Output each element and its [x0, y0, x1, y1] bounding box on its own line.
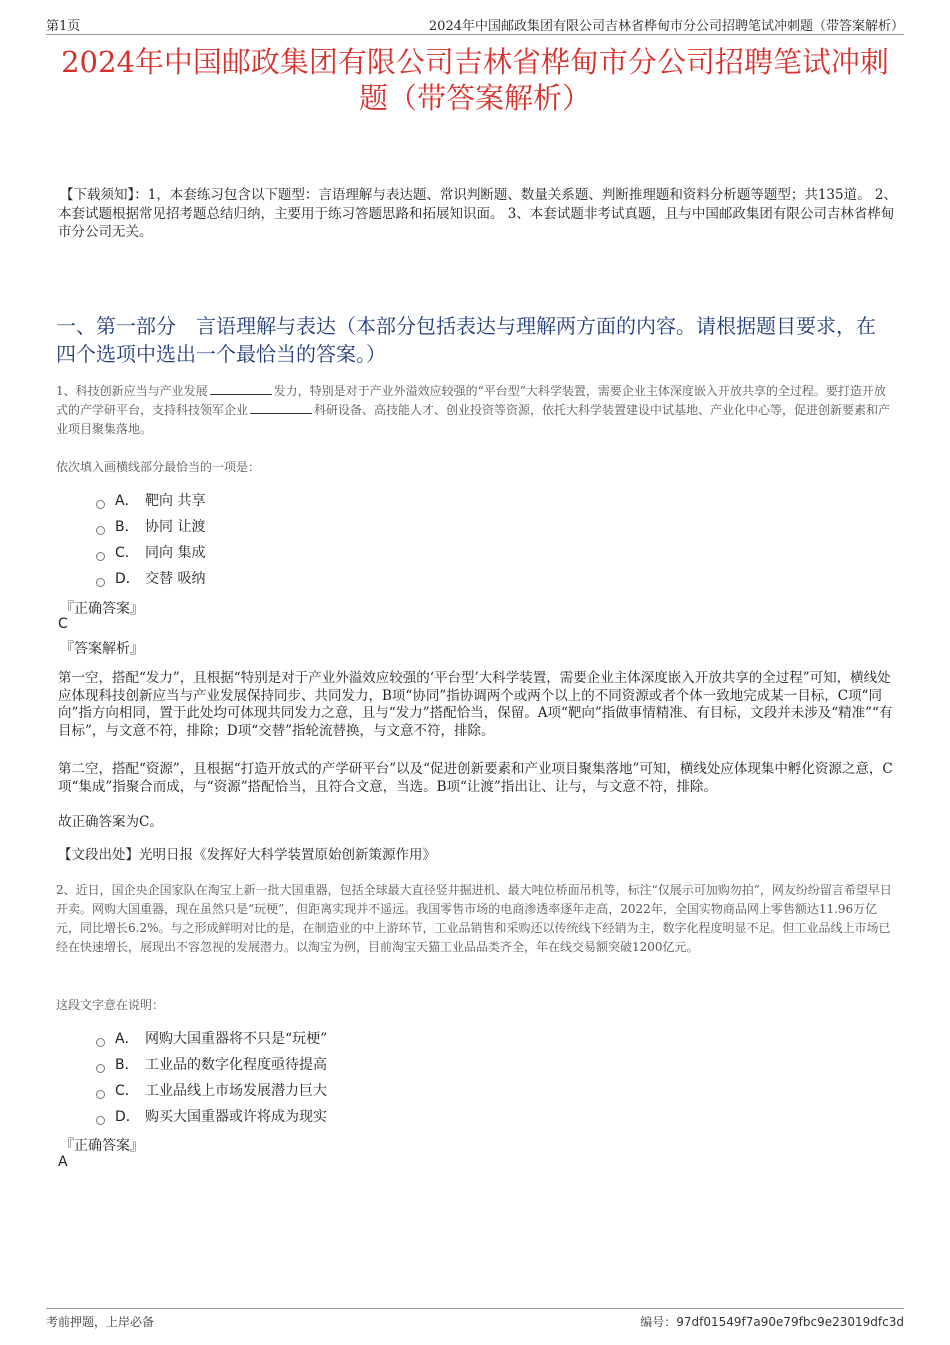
correct-answer-label: 『正确答案』 [60, 601, 144, 617]
document-title: 2024年中国邮政集团有限公司吉林省桦甸市分公司招聘笔试冲刺题（带答案解析） [61, 45, 889, 115]
option-b[interactable] [96, 1052, 327, 1078]
question-2-options [96, 1026, 327, 1130]
analysis-label: 『答案解析』 [60, 641, 144, 657]
option-letter: B． [115, 519, 139, 535]
analysis-paragraph-2: 第二空，搭配“资源”，且根据“打造开放式的产学研平台”以及“促进创新要素和产业项目聚集落地”可知，横线处应体现集中孵化资源之意，C项“集成”指聚合而成，与“资源”搭配恰当，且符合文意，当选。B项“让渡”指出让、让与，与文意不符，排除。 [58, 761, 893, 795]
option-d[interactable] [96, 566, 205, 592]
section-heading: 一、第一部分 言语理解与表达（本部分包括表达与理解两方面的内容。请根据题目要求，在四个选项中选出一个最恰当的答案。） [56, 314, 876, 366]
question-2-prompt: 这段文字意在说明： [56, 998, 165, 1012]
option-a[interactable] [96, 488, 205, 514]
question-1-stem-part-2: 发力，特别是对于产业外溢效应较强的“平台型”大科学装置，需要企业主体深度嵌入开放共享的全过程。要打造开放式的产学研平台，支持科技领军企业 [56, 384, 886, 417]
option-d[interactable] [96, 1104, 327, 1130]
footer-slogan: 考前押题，上岸必备 [46, 1315, 155, 1329]
radio-icon[interactable] [96, 1116, 105, 1125]
page-number: 第1页 [46, 19, 81, 34]
radio-icon[interactable] [96, 500, 105, 509]
option-letter: D． [115, 1109, 140, 1125]
option-letter: C． [115, 1083, 139, 1099]
radio-icon[interactable] [96, 1038, 105, 1047]
question-1-stem-part-1: 1、科技创新应当与产业发展 [56, 384, 208, 398]
fill-blank-1 [210, 383, 272, 395]
option-text: 工业品的数字化程度亟待提高 [145, 1057, 327, 1073]
source-citation: 【文段出处】光明日报《发挥好大科学装置原始创新策源作用》 [58, 847, 436, 863]
radio-icon[interactable] [96, 526, 105, 535]
fill-blank-2 [250, 402, 312, 414]
option-text: 交替 吸纳 [145, 571, 206, 587]
question-1-stem [56, 382, 894, 439]
option-letter: A． [115, 493, 139, 509]
correct-answer: C [58, 616, 68, 632]
option-c[interactable] [96, 540, 205, 566]
radio-icon[interactable] [96, 578, 105, 587]
correct-answer: A [58, 1154, 68, 1170]
radio-icon[interactable] [96, 1090, 105, 1099]
header-doc-title: 2024年中国邮政集团有限公司吉林省桦甸市分公司招聘笔试冲刺题（带答案解析） [428, 19, 904, 34]
option-text: 网购大国重器将不只是“玩梗” [145, 1031, 328, 1047]
option-text: 购买大国重器或许将成为现实 [145, 1109, 327, 1125]
option-text: 同向 集成 [145, 545, 206, 561]
correct-answer-label: 『正确答案』 [60, 1138, 144, 1154]
analysis-conclusion: 故正确答案为C。 [58, 814, 163, 830]
radio-icon[interactable] [96, 552, 105, 561]
question-1-options [96, 488, 205, 592]
download-notice: 【下载须知】：1，本套练习包含以下题型：言语理解与表达题、常识判断题、数量关系题、判断推理题和资料分析题等题型；共135道。 2、本套试题根据常见招考题总结归纳，主要用于练习答题思路和拓展知识面。 3、本套试题非考试真题，且与中国邮政集团有限公司吉林省桦甸市分公司无关。 [58, 187, 897, 240]
analysis-paragraph-1: 第一空，搭配“发力”，且根据“特别是对于产业外溢效应较强的‘平台型’大科学装置，需要企业主体深度嵌入开放共享的全过程”可知，横线处应体现科技创新应当与产业发展保持同步、共同发力，B项“协同”指协调两个或两个以上的不同资源或者个体一致地完成某一目标，C项“同向”指方向相同，置于此处均可体现共同发力之意，且与“发力”搭配恰当，保留。A项“靶向”指做事情精准、有目标，文段并未涉及“精准”“有目标”，与文意不符，排除；D项“交替”指轮流替换，与文意不符，排除。 [58, 670, 893, 739]
option-text: 靶向 共享 [145, 493, 206, 509]
option-letter: B． [115, 1057, 139, 1073]
option-b[interactable] [96, 514, 205, 540]
option-letter: A． [115, 1031, 139, 1047]
radio-icon[interactable] [96, 1064, 105, 1073]
question-1-prompt: 依次填入画横线部分最恰当的一项是： [56, 460, 261, 474]
option-text: 工业品线上市场发展潜力巨大 [145, 1083, 327, 1099]
question-1-stem-part-3: 科研设备、高技能人才、创业投资等资源，依托大科学装置建设中试基地、产业化中心等，促进创新要素和产业项目聚集落地。 [56, 403, 891, 436]
question-2-stem: 2、近日，国企央企国家队在淘宝上新一批大国重器，包括全球最大直径竖井掘进机、最大吨位桥面吊机等，标注“仅展示可加购勿拍”，网友纷纷留言希望早日开卖。网购大国重器，现在虽然只是“玩梗”，但距离实现并不遥远。我国零售市场的电商渗透率逐年走高，2022年，全国实物商品网上零售额达11.96万亿元，同比增长6.2%。与之形成鲜明对比的是，在制造业的中上游环节，工业品销售和采购还以传统线下经销为主，数字化程度明显不足。但工业品线上市场已经在快速增长，展现出不容忽视的发展潜力。以淘宝为例，目前淘宝天猫工业品品类齐全，年在线交易额突破1200亿元。 [56, 883, 892, 954]
option-letter: C． [115, 545, 139, 561]
option-text: 协同 让渡 [145, 519, 206, 535]
option-a[interactable] [96, 1026, 327, 1052]
document-id: 编号：97df01549f7a90e79fbc9e23019dfc3d [640, 1315, 904, 1329]
page-header [46, 12, 904, 35]
page-footer [46, 1308, 904, 1329]
option-c[interactable] [96, 1078, 327, 1104]
option-letter: D． [115, 571, 140, 587]
